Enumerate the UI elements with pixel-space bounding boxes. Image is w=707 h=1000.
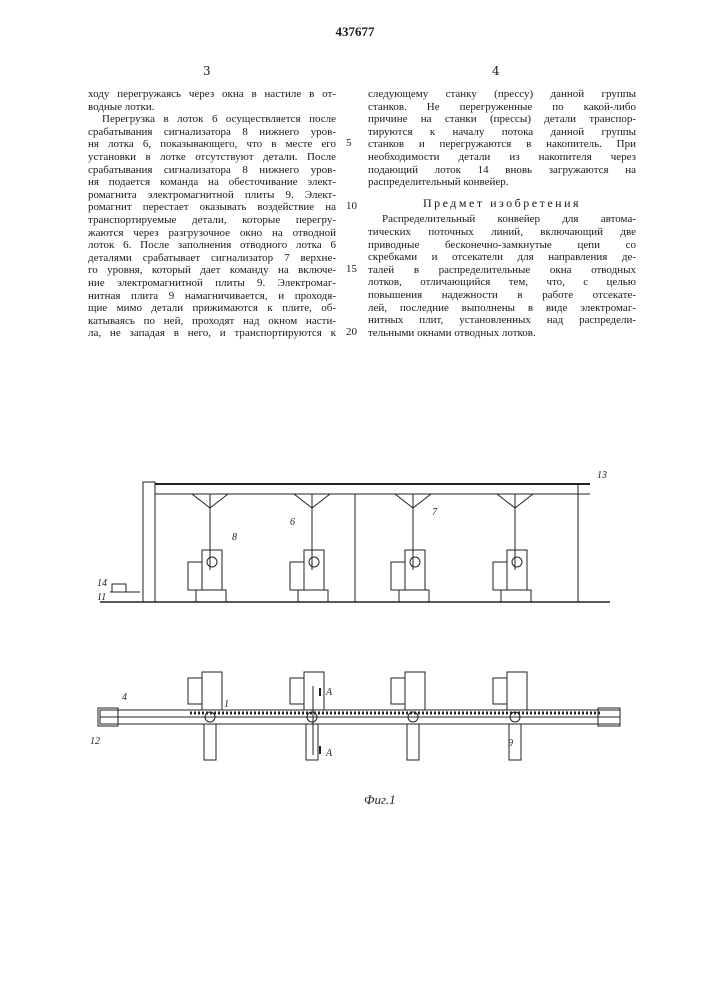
label-A-bottom: A (325, 748, 333, 759)
plan-station (188, 672, 222, 760)
figure-1-drawing (0, 450, 707, 820)
label-9: 9 (508, 738, 513, 749)
text-line: следующему станку (прессу) данной группы (368, 88, 636, 101)
claim-line: Распределительный конвейер для автома- (368, 213, 636, 226)
text-line: ня подается команда на обесточивание элект- (88, 176, 336, 189)
text-line: срабатывания сигнализатора 8 нижнего уров- (88, 126, 336, 139)
text-line: станков. Не перегруженные по какой-либо (368, 101, 636, 114)
text-line: ние электромагнитной плиты 9. Электромаг- (88, 277, 336, 290)
column-number-left: 3 (203, 64, 211, 78)
text-line: ня лотка 6, показывающего, что в месте его (88, 138, 336, 151)
text-line: установки в лотке отсутствуют детали. После (88, 151, 336, 164)
text-line: жаются через разгрузочное окно на отводной (88, 227, 336, 240)
text-line: катываясь по ней, проходят над окном насти- (88, 315, 336, 328)
label-12: 12 (90, 736, 100, 747)
label-4: 4 (122, 692, 127, 703)
text-line: тируются к началу потока данной группы (368, 126, 636, 139)
text-line: необходимости детали из накопителя через (368, 151, 636, 164)
document-number: 437677 (320, 24, 390, 40)
claim-line: лей, последние выполнены в виде электромаг- (368, 302, 636, 315)
line-number: 20 (346, 326, 362, 338)
text-line: транспортируемые детали, которые перегру- (88, 214, 336, 227)
figure-caption: Фиг.1 (364, 792, 396, 807)
claim-line: тельными окнами отводных лотков. (368, 327, 636, 340)
label-1: 1 (224, 699, 229, 710)
claim-line: приводные бесконечно-замкнутые цепи со (368, 239, 636, 252)
label-7: 7 (432, 507, 438, 518)
claim-line: талей в распределительные окна отводных (368, 264, 636, 277)
text-line: ромагнит перестает оказывать воздействие на (88, 201, 336, 214)
patent-page (0, 0, 707, 1000)
plan-station (290, 672, 324, 760)
claim-line: нитных плит, установленных над распредели- (368, 314, 636, 327)
claim-line: повышения надежности в работе отсекате- (368, 289, 636, 302)
machine-station (493, 494, 533, 602)
label-14: 14 (97, 578, 107, 589)
text-line: станков и перегружаются в накопитель. При (368, 138, 636, 151)
label-6: 6 (290, 517, 295, 528)
text-line: срабатывания сигнализатора 8 нижнего уров- (88, 164, 336, 177)
label-8: 8 (232, 532, 237, 543)
line-number: 5 (346, 137, 362, 149)
column-number-right: 4 (492, 64, 500, 78)
plan-station (391, 672, 425, 760)
machine-station (188, 494, 228, 602)
text-line: Перегрузка в лоток 6 осуществляется после (88, 113, 336, 126)
text-line: распределительный конвейер. (368, 176, 636, 189)
machine-station (391, 494, 431, 602)
text-line: ромагнита электромагнитной плиты 9. Элект- (88, 189, 336, 202)
text-line: подающий лоток 14 вновь загружаются на (368, 164, 636, 177)
line-number: 10 (346, 200, 362, 212)
text-line: деталями срабатывает сигнализатор 7 верхне- (88, 252, 336, 265)
line-number: 15 (346, 263, 362, 275)
text-line: го уровня, который дает команду на включе- (88, 264, 336, 277)
label-A-top: A (325, 687, 333, 698)
label-13: 13 (597, 470, 607, 481)
label-11: 11 (97, 592, 106, 603)
right-column-text (368, 88, 636, 339)
text-line: ходу перегружаясь через окна в настиле в от- (88, 88, 336, 101)
left-column-text (88, 88, 336, 340)
claim-line: скребками и отсекатели для направления де- (368, 251, 636, 264)
text-line: причине на станки (прессы) детали транспор- (368, 113, 636, 126)
claim-line: лотков, отличающийся тем, что, с целью (368, 276, 636, 289)
text-line: щие мимо детали прижимаются к плите, об- (88, 302, 336, 315)
text-line: лоток 6. После заполнения отводного лотка 6 (88, 239, 336, 252)
claim-line: тических поточных линий, включающий две (368, 226, 636, 239)
machine-station (290, 494, 330, 602)
text-line: водные лотки. (88, 101, 336, 114)
figure-labels (90, 470, 607, 807)
claims-heading: Предмет изобретения (368, 197, 636, 210)
text-line: нитная плита 9 намагничивается, и проходя- (88, 290, 336, 303)
text-line: ла, не западая в него, и транспортируются к (88, 327, 336, 340)
